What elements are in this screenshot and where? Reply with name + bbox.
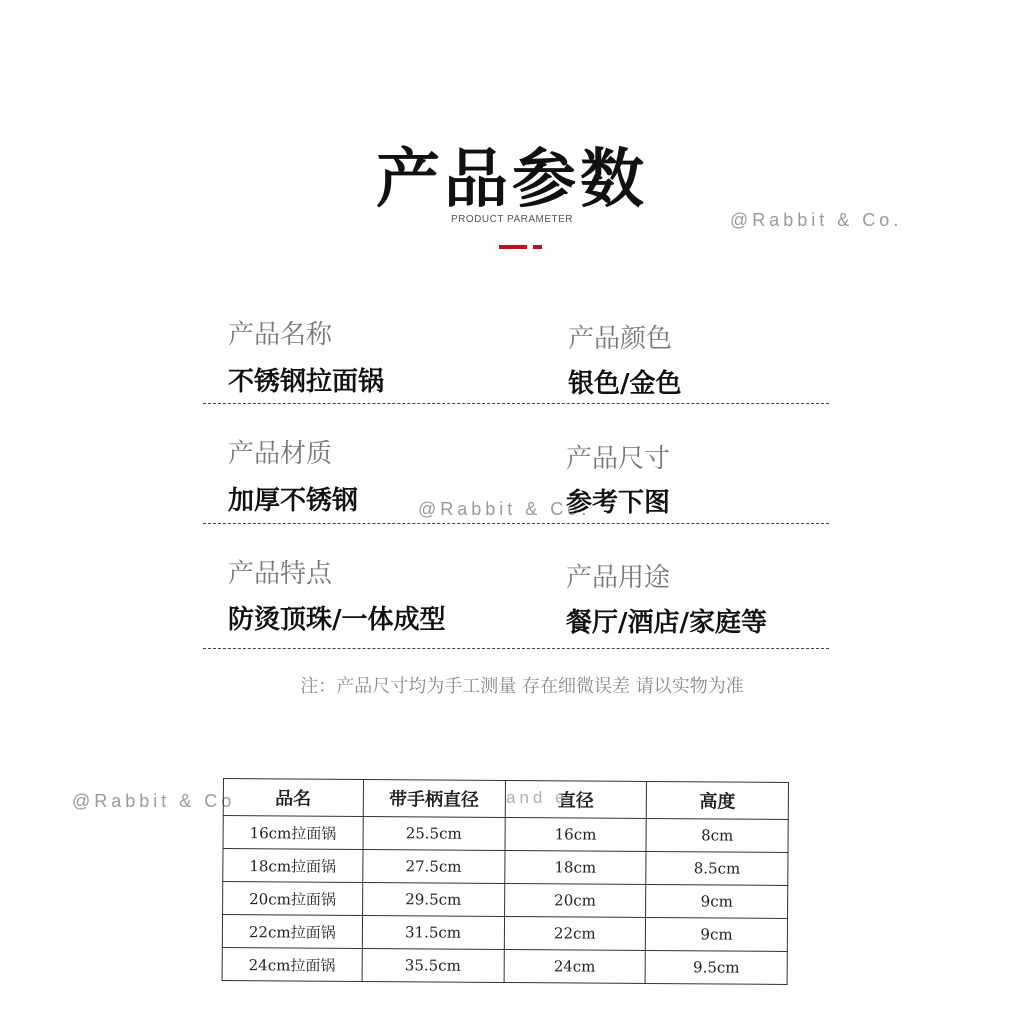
- table-header-cell: 品名: [223, 779, 363, 817]
- table-row: [223, 816, 788, 853]
- watermark-table: and e: [506, 788, 569, 807]
- watermark-left: @Rabbit & Co: [72, 791, 236, 811]
- table-cell: 16cm拉面锅: [223, 816, 363, 850]
- table-header-cell: 直径: [505, 780, 647, 818]
- table-row: [223, 849, 788, 886]
- dotted-divider: [203, 648, 829, 649]
- spec-value: 银色/金色: [568, 369, 682, 399]
- spec-label: 产品用途: [566, 563, 671, 593]
- spec-value: 加厚不锈钢: [228, 486, 359, 516]
- table-cell: 22cm: [504, 916, 646, 950]
- measurement-note: 注：产品尺寸均为手工测量 存在细微误差 请以实物为准: [300, 676, 744, 697]
- table-cell: 20cm拉面锅: [223, 882, 363, 916]
- table-cell: 18cm拉面锅: [223, 849, 363, 883]
- table-cell: 9.5cm: [645, 950, 787, 984]
- accent-bar: [499, 245, 527, 249]
- table-cell: 8.5cm: [646, 851, 788, 885]
- size-table: [222, 778, 789, 985]
- table-header-cell: 高度: [646, 781, 788, 819]
- page-title: 产品参数: [376, 143, 648, 217]
- spec-value: 防烫顶珠/一体成型: [228, 605, 446, 635]
- dotted-divider: [203, 403, 829, 404]
- spec-label: 产品特点: [228, 559, 333, 589]
- table-header-cell: 带手柄直径: [363, 779, 505, 817]
- table-cell: 35.5cm: [362, 948, 504, 982]
- spec-label: 产品材质: [228, 439, 333, 469]
- dotted-divider: [203, 523, 829, 524]
- spec-label: 产品名称: [228, 320, 333, 350]
- spec-label: 产品颜色: [568, 324, 673, 354]
- spec-value: 不锈钢拉面锅: [228, 367, 385, 397]
- table-row: [222, 947, 787, 984]
- spec-value: 餐厅/酒店/家庭等: [566, 608, 767, 638]
- table-cell: 27.5cm: [362, 849, 504, 883]
- table-cell: 31.5cm: [362, 915, 504, 949]
- table-cell: 25.5cm: [363, 816, 505, 850]
- table-cell: 20cm: [504, 883, 646, 917]
- table-cell: 18cm: [504, 850, 646, 884]
- table-row: [222, 915, 787, 952]
- table-cell: 9cm: [646, 917, 788, 951]
- page-subtitle: PRODUCT PARAMETER: [450, 214, 574, 225]
- watermark-top: @Rabbit & Co.: [730, 210, 903, 230]
- table-cell: 9cm: [646, 884, 788, 918]
- accent-bar-dot: [533, 245, 542, 249]
- table-cell: 29.5cm: [362, 882, 504, 916]
- spec-value: 参考下图: [566, 488, 671, 518]
- table-row: [223, 882, 788, 919]
- table-cell: 24cm拉面锅: [222, 947, 362, 981]
- table-cell: 24cm: [504, 949, 646, 983]
- watermark-middle: @Rabbit & Co.: [418, 499, 591, 519]
- table-cell: 22cm拉面锅: [222, 915, 362, 949]
- table-cell: 16cm: [505, 817, 647, 851]
- spec-label: 产品尺寸: [566, 444, 671, 474]
- table-cell: 8cm: [646, 818, 788, 852]
